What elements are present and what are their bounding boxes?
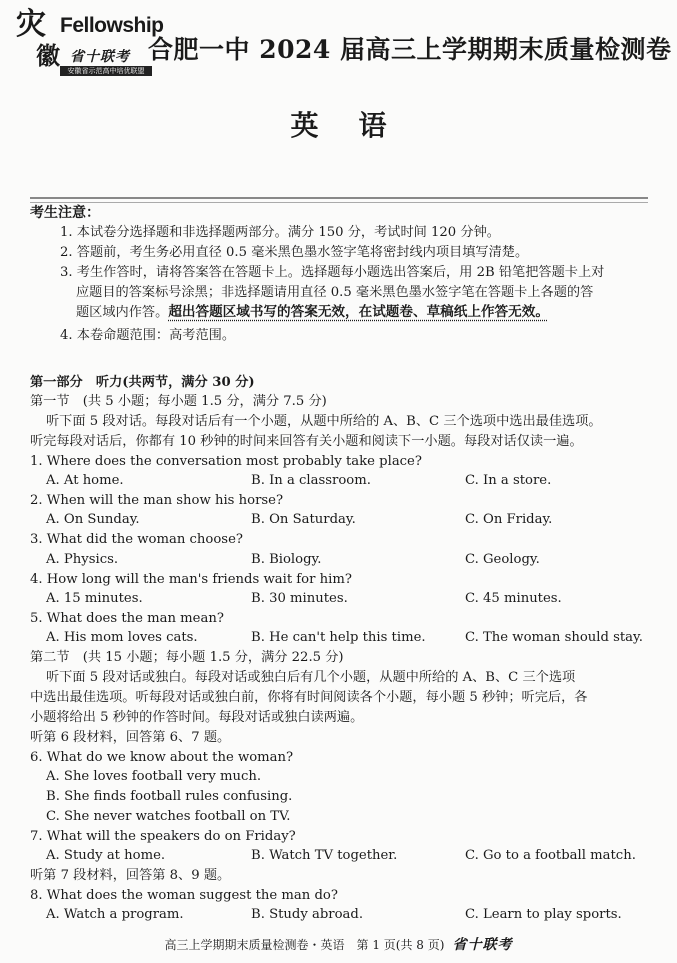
notice-heading: 考生注意： bbox=[30, 205, 100, 221]
q5-option-a: A. His mom loves cats. bbox=[46, 630, 198, 645]
notice-item-2: 2. 答题前，考生务必用直径 0.5 毫米黑色墨水签字笔将密封线内项目填写清楚。 bbox=[60, 245, 529, 260]
footer-brand: 省十联考 bbox=[452, 937, 513, 953]
publisher-logo bbox=[16, 7, 164, 80]
q5-option-b: B. He can't help this time. bbox=[251, 630, 426, 645]
q7-option-a: A. Study at home. bbox=[46, 848, 166, 863]
question-3: 3. What did the woman choose? bbox=[30, 532, 243, 547]
notice-item-3-plain: 题区域内作答。 bbox=[76, 305, 169, 320]
notice-item-3-line-1: 3. 考生作答时，请将答案答在答题卡上。选择题每小题选出答案后，用 2B 铅笔把答题卡上对 bbox=[60, 265, 605, 280]
section-1-instruction-2: 听完每段对话后，你都有 10 秒钟的时间来回答有关小题和阅读下一小题。每段对话仅读一遍。 bbox=[30, 434, 583, 449]
section-2-instruction-1: 听下面 5 段对话或独白。每段对话或独白后有几个小题，从题中所给的 A、B、C 三个选项 bbox=[46, 670, 576, 685]
subject-title: 英语 bbox=[290, 109, 427, 142]
section-2-heading: 第二节 (共 15 小题；每小题 1.5 分，满分 22.5 分) bbox=[30, 650, 344, 665]
question-5: 5. What does the man mean? bbox=[30, 611, 224, 626]
header-divider-thin bbox=[30, 202, 648, 203]
question-2: 2. When will the man show his horse? bbox=[30, 493, 284, 508]
q2-option-a: A. On Sunday. bbox=[46, 512, 140, 527]
q1-option-c: C. In a store. bbox=[465, 473, 552, 488]
question-4: 4. How long will the man's friends wait for him? bbox=[30, 572, 352, 587]
section-2-instruction-3: 小题将给出 5 秒钟的作答时间。每段对话或独白读两遍。 bbox=[30, 710, 364, 725]
q8-option-a: A. Watch a program. bbox=[46, 907, 184, 922]
logo-subtitle: 省十联考 bbox=[70, 49, 130, 65]
q6-option-b: B. She finds football rules confusing. bbox=[46, 789, 293, 804]
page-footer bbox=[0, 934, 677, 954]
notice-item-3-emphasis: 超出答题区域书写的答案无效，在试题卷、草稿纸上作答无效。 bbox=[168, 304, 549, 320]
section-2-instruction-2: 中选出最佳选项。听每段对话或独白前，你将有时间阅读各个小题，每小题 5 秒钟；听完后，各 bbox=[30, 690, 588, 705]
logo-char-1: 灾 bbox=[16, 7, 46, 42]
logo-char-2: 徽 bbox=[36, 41, 60, 70]
footer-text: 高三上学期期末质量检测卷・英语 第 1 页(共 8 页) bbox=[164, 938, 445, 952]
q1-option-b: B. In a classroom. bbox=[251, 473, 371, 488]
question-1: 1. Where does the conversation most probably take place? bbox=[30, 454, 422, 469]
header-divider bbox=[30, 197, 648, 199]
notice-item-3-line-2: 应题目的答案标号涂黑；非选择题请用直径 0.5 毫米黑色墨水签字笔在答题卡上各题的答 bbox=[76, 285, 594, 300]
q1-option-a: A. At home. bbox=[46, 473, 124, 488]
q2-option-c: C. On Friday. bbox=[465, 512, 553, 527]
question-6: 6. What do we know about the woman? bbox=[30, 750, 294, 765]
logo-fellowship: Fellowship bbox=[60, 14, 164, 37]
q3-option-b: B. Biology. bbox=[251, 552, 322, 567]
q4-option-a: A. 15 minutes. bbox=[46, 591, 143, 606]
q3-option-c: C. Geology. bbox=[465, 552, 540, 567]
logo-strip: 安徽省示范高中培优联盟 bbox=[60, 66, 152, 76]
material-6-note: 听第 6 段材料，回答第 6、7 题。 bbox=[30, 730, 231, 745]
notice-item-1: 1. 本试卷分选择题和非选择题两部分。满分 150 分，考试时间 120 分钟。 bbox=[60, 225, 500, 240]
q2-option-b: B. On Saturday. bbox=[251, 512, 356, 527]
q8-option-b: B. Study abroad. bbox=[251, 907, 364, 922]
q8-option-c: C. Learn to play sports. bbox=[465, 907, 622, 922]
q4-option-c: C. 45 minutes. bbox=[465, 591, 562, 606]
notice-item-4: 4. 本卷命题范围：高考范围。 bbox=[60, 328, 236, 343]
q6-option-a: A. She loves football very much. bbox=[46, 769, 262, 784]
exam-title: 合肥一中 2024 届高三上学期期末质量检测卷 bbox=[148, 35, 672, 64]
section-1-heading: 第一节 (共 5 小题；每小题 1.5 分，满分 7.5 分) bbox=[30, 394, 327, 409]
question-8: 8. What does the woman suggest the man do? bbox=[30, 888, 338, 903]
q4-option-b: B. 30 minutes. bbox=[251, 591, 348, 606]
material-7-note: 听第 7 段材料，回答第 8、9 题。 bbox=[30, 868, 231, 883]
notice-item-3-line-3 bbox=[76, 303, 549, 322]
section-1-instruction-1: 听下面 5 段对话。每段对话后有一个小题，从题中所给的 A、B、C 三个选项中选出最佳选项。 bbox=[46, 414, 602, 429]
q7-option-c: C. Go to a football match. bbox=[465, 848, 636, 863]
q5-option-c: C. The woman should stay. bbox=[465, 630, 643, 645]
q3-option-a: A. Physics. bbox=[46, 552, 119, 567]
q6-option-c: C. She never watches football on TV. bbox=[46, 809, 291, 824]
question-7: 7. What will the speakers do on Friday? bbox=[30, 829, 296, 844]
q7-option-b: B. Watch TV together. bbox=[251, 848, 398, 863]
part-1-heading: 第一部分 听力(共两节，满分 30 分) bbox=[30, 375, 255, 390]
